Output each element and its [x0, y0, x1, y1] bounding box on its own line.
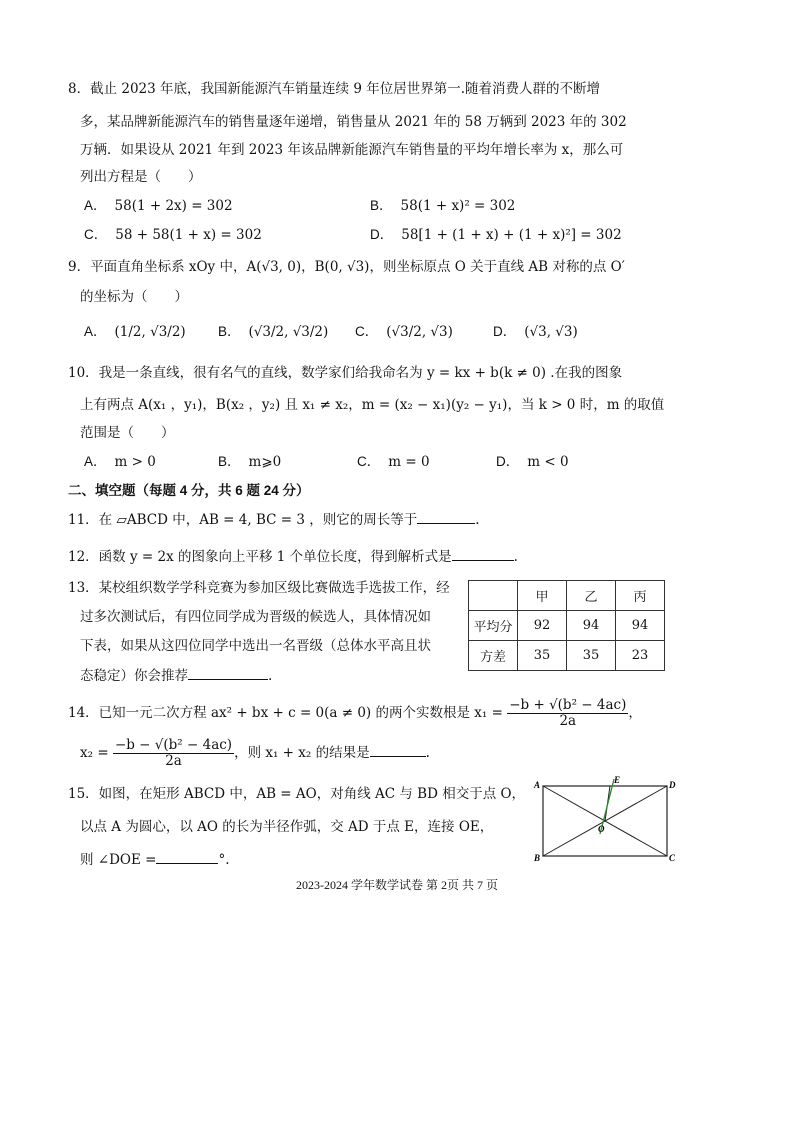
option-text: 58 + 58(1 + x) = 302	[115, 227, 262, 243]
option-label: C．	[357, 454, 381, 469]
option-label: A．	[84, 324, 107, 339]
table-cell: 92	[518, 611, 567, 641]
option-text: m⩾0	[248, 454, 282, 470]
q8-option-a[interactable]	[84, 196, 233, 216]
option-label: D．	[496, 454, 520, 469]
table-cell: 94	[616, 611, 665, 641]
label-a: A	[534, 780, 541, 790]
q15-end: °.	[218, 852, 230, 868]
option-text: 58(1 + x)² = 302	[400, 198, 516, 214]
option-label: B．	[370, 198, 393, 213]
option-text: (√3, √3)	[524, 324, 578, 340]
q10-option-d[interactable]	[496, 452, 569, 472]
q12-text: 12．函数 y = 2x 的图象向上平移 1 个单位长度，得到解析式是	[68, 549, 452, 565]
q10-option-a[interactable]	[84, 452, 156, 472]
formula-numerator: −b − √(b² − 4ac)	[114, 737, 233, 753]
label-e: E	[614, 776, 621, 785]
q11-line	[68, 509, 480, 530]
q9-line1: 9．平面直角坐标系 xOy 中，A(√3, 0)，B(0, √3)，则坐标原点 O 关于直线 AB 对称的点 O′	[68, 259, 625, 275]
q10-line2: 上有两点 A(x₁ ，y₁)，B(x₂ ，y₂) 且 x₁ ≠ x₂，m = (x₂ − x₁)(y₂ − y₁)，当 k > 0 时，m 的取值	[80, 397, 665, 413]
root-formula-2	[113, 738, 234, 769]
table-cell: 94	[567, 611, 616, 641]
q13-line2: 过多次测试后，有四位同学成为晋级的候选人，具体情况如	[80, 609, 431, 625]
q11-answer-blank[interactable]	[417, 509, 475, 524]
q14-x2-label: x₂ =	[80, 745, 109, 761]
q8-line3: 万辆．如果设从 2021 年到 2023 年该品牌新能源汽车销售量的平均年增长率为 x，那么可	[80, 142, 624, 158]
option-label: A．	[84, 454, 107, 469]
table-header-row	[469, 581, 665, 611]
q12-end: .	[513, 549, 518, 565]
q11-text: 11．在 ▱ABCD 中，AB = 4, BC = 3 ，则它的周长等于	[68, 512, 418, 528]
formula-denominator: 2a	[559, 713, 577, 729]
option-label: D．	[493, 324, 517, 339]
q14-line1: 14．已知一元二次方程 ax² + bx + c = 0(a ≠ 0) 的两个实数根是 x₁ = $\frac{\text{−b + √(b² − 4ac)}}{2a}$ ，	[68, 697, 642, 729]
option-text: m = 0	[388, 454, 430, 470]
option-text: (√3/2, √3/2)	[248, 324, 329, 340]
q8-line4: 列出方程是（ ）	[80, 169, 202, 185]
q13-line4	[80, 665, 272, 686]
table-cell: 方差	[469, 641, 518, 671]
formula-denominator: 2a	[165, 753, 182, 769]
q15-answer-blank[interactable]	[156, 849, 218, 864]
q8-line2: 多，某品牌新能源汽车的销售量逐年递增，销售量从 2021 年的 58 万辆到 2023 年的 302	[80, 114, 627, 130]
rectangle-figure	[530, 776, 680, 866]
q15-line1: 15．如图，在矩形 ABCD 中，AB = AO，对角线 AC 与 BD 相交于点 O，	[68, 786, 526, 802]
option-label: B．	[218, 454, 241, 469]
root-formula-1	[507, 698, 628, 729]
table-cell: 平均分	[469, 611, 518, 641]
option-text: 58[1 + (1 + x) + (1 + x)²] = 302	[401, 227, 622, 243]
formula-numerator: −b + √(b² − 4ac)	[509, 697, 627, 713]
q8-option-d[interactable]	[370, 225, 622, 245]
q13-line1: 13．某校组织数学学科竞赛为参加区级比赛做选手选拔工作，经	[68, 580, 450, 596]
q13-text: 态稳定）你会推荐	[80, 668, 188, 684]
q9-line2: 的坐标为（ ）	[80, 289, 188, 305]
table-cell: 35	[567, 641, 616, 671]
q14-text2: ，则 x₁ + x₂ 的结果是	[234, 745, 370, 761]
table-row	[469, 641, 665, 671]
q14-answer-blank[interactable]	[370, 742, 426, 757]
q10-option-b[interactable]	[218, 452, 281, 472]
q10-line3: 范围是（ ）	[80, 425, 175, 441]
q9-option-a[interactable]	[84, 322, 186, 342]
table-cell: 丙	[616, 581, 665, 611]
q10-line1: 10．我是一条直线，很有名气的直线，数学家们给我命名为 y = kx + b(k ≠ 0) .在我的图象	[68, 365, 623, 381]
q12-answer-blank[interactable]	[452, 546, 514, 561]
q14-end: .	[425, 745, 430, 761]
q12-line	[68, 546, 518, 567]
table-cell: 乙	[567, 581, 616, 611]
label-c: C	[669, 853, 676, 863]
table-cell: 甲	[518, 581, 567, 611]
section-fill-in-heading: 二、填空题（每题 4 分，共 6 题 24 分）	[68, 483, 310, 498]
q13-end: .	[268, 668, 273, 684]
option-text: m > 0	[114, 454, 156, 470]
option-label: B．	[218, 324, 241, 339]
q14-text: 14．已知一元二次方程 ax² + bx + c = 0(a ≠ 0) 的两个实数根是 x₁ =	[68, 705, 503, 721]
option-label: C．	[84, 227, 108, 242]
label-b: B	[534, 853, 541, 863]
q9-option-d[interactable]	[493, 322, 578, 342]
option-text: (√3/2, √3)	[386, 324, 453, 340]
option-text: (1/2, √3/2)	[114, 324, 186, 340]
q9-option-c[interactable]	[355, 322, 453, 342]
table-cell: 35	[518, 641, 567, 671]
q8-line1: 8．截止 2023 年底，我国新能源汽车销量连续 9 年位居世界第一.随着消费人群的不断增	[68, 81, 600, 97]
option-text: 58(1 + 2x) = 302	[114, 198, 233, 214]
q15-text: 则 ∠DOE =	[80, 852, 157, 868]
label-d: D	[669, 780, 676, 790]
q11-end: .	[475, 512, 480, 528]
q15-line3	[80, 849, 230, 870]
table-cell: 23	[616, 641, 665, 671]
table-cell	[469, 581, 518, 611]
q13-answer-blank[interactable]	[188, 665, 268, 680]
option-label: D．	[370, 227, 394, 242]
page-footer: 2023-2024 学年数学试卷 第 2页 共 7 页	[296, 878, 498, 892]
q8-option-b[interactable]	[370, 196, 515, 216]
q13-line3: 下表，如果从这四位同学中选出一名晋级（总体水平高且状	[80, 638, 431, 654]
q15-line2: 以点 A 为圆心，以 AO 的长为半径作弧，交 AD 于点 E，连接 OE，	[80, 819, 494, 835]
option-label: A．	[84, 198, 107, 213]
q10-option-c[interactable]	[357, 452, 430, 472]
q9-option-b[interactable]	[218, 322, 328, 342]
q14-line2	[80, 738, 430, 769]
q8-option-c[interactable]	[84, 225, 262, 245]
table-row	[469, 611, 665, 641]
score-table	[468, 580, 665, 671]
label-o: O	[598, 824, 605, 834]
option-text: m < 0	[527, 454, 569, 470]
option-label: C．	[355, 324, 379, 339]
